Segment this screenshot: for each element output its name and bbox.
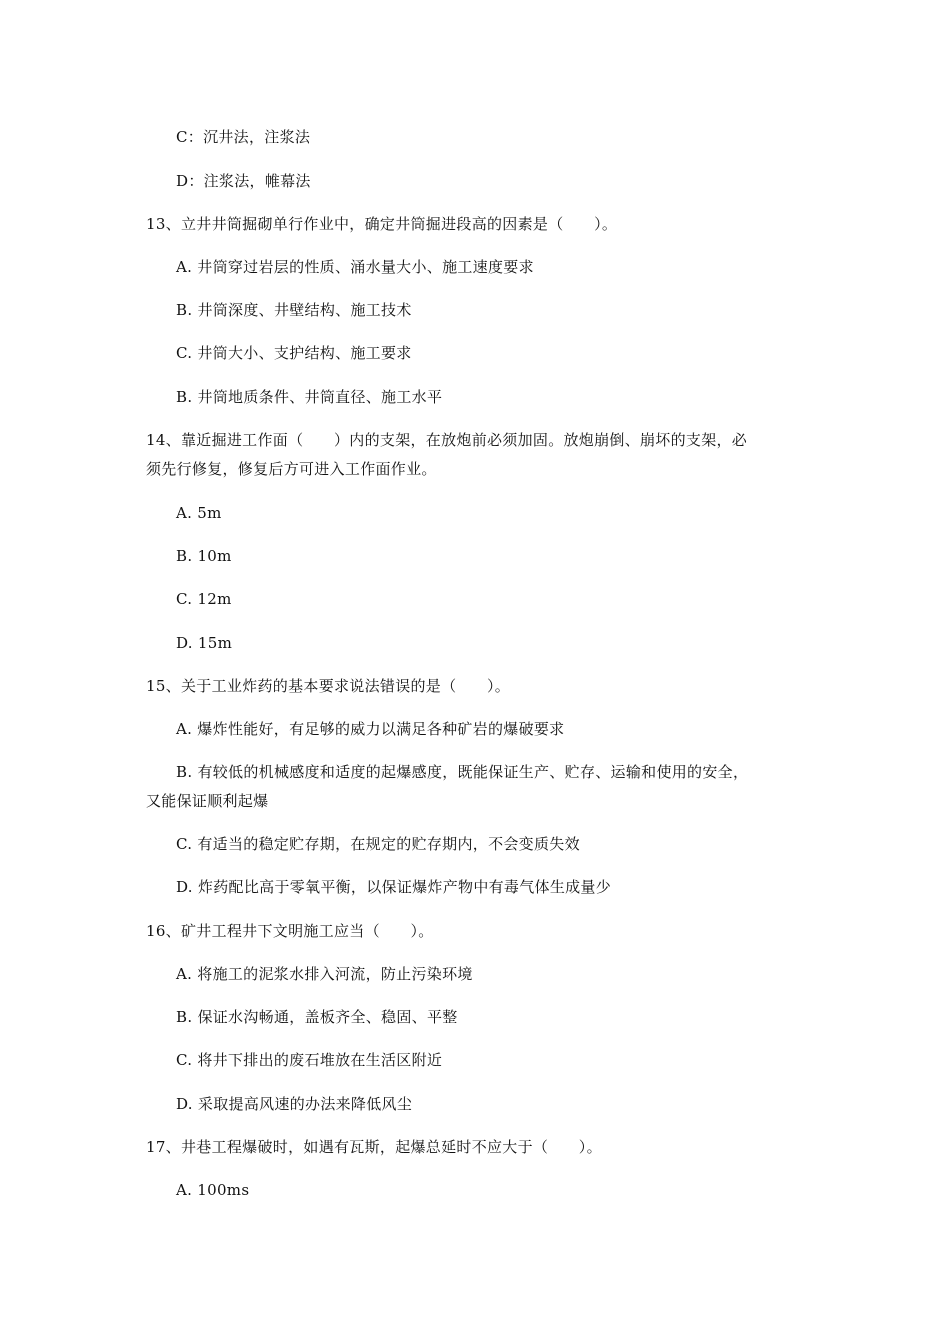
q17-stem: 17、井巷工程爆破时，如遇有瓦斯，起爆总延时不应大于（ ）。: [146, 1138, 602, 1156]
q14-stem-line1: 14、靠近掘进工作面（ ）内的支架，在放炮前必须加固。放炮崩倒、崩坏的支架，必: [146, 431, 748, 449]
q15-stem: 15、关于工业炸药的基本要求说法错误的是（ ）。: [146, 677, 511, 695]
q12-option-d: D：注浆法，帷幕法: [176, 172, 311, 190]
q15-option-c: C. 有适当的稳定贮存期，在规定的贮存期内，不会变质失效: [176, 835, 580, 853]
q16-stem: 16、矿井工程井下文明施工应当（ ）。: [146, 922, 434, 940]
q14-option-b: B. 10m: [176, 547, 232, 565]
q15-option-d: D. 炸药配比高于零氧平衡，以保证爆炸产物中有毒气体生成量少: [176, 878, 612, 896]
q13-stem: 13、立井井筒掘砌单行作业中，确定井筒掘进段高的因素是（ ）。: [146, 215, 618, 233]
q14-stem-line2: 须先行修复，修复后方可进入工作面作业。: [146, 460, 437, 478]
q17-option-a: A. 100ms: [176, 1181, 250, 1199]
q14-option-a: A. 5m: [176, 504, 222, 522]
q13-option-a: A. 井筒穿过岩层的性质、涌水量大小、施工速度要求: [176, 258, 534, 276]
q13-option-c: C. 井筒大小、支护结构、施工要求: [176, 344, 412, 362]
q13-option-b: B. 井筒深度、井壁结构、施工技术: [176, 301, 412, 319]
q14-option-d: D. 15m: [176, 634, 233, 652]
q16-option-b: B. 保证水沟畅通，盖板齐全、稳固、平整: [176, 1008, 458, 1026]
q16-option-a: A. 将施工的泥浆水排入河流，防止污染环境: [176, 965, 473, 983]
q16-option-c: C. 将井下排出的废石堆放在生活区附近: [176, 1051, 443, 1069]
q12-option-c: C：沉井法，注浆法: [176, 128, 311, 146]
q14-option-c: C. 12m: [176, 590, 232, 608]
q13-option-d: B. 井筒地质条件、井筒直径、施工水平: [176, 388, 443, 406]
q16-option-d: D. 采取提高风速的办法来降低风尘: [176, 1095, 413, 1113]
q15-option-b-line2: 又能保证顺利起爆: [146, 792, 269, 810]
q15-option-a: A. 爆炸性能好，有足够的威力以满足各种矿岩的爆破要求: [176, 720, 565, 738]
q15-option-b-line1: B. 有较低的机械感度和适度的起爆感度，既能保证生产、贮存、运输和使用的安全，: [176, 763, 749, 781]
